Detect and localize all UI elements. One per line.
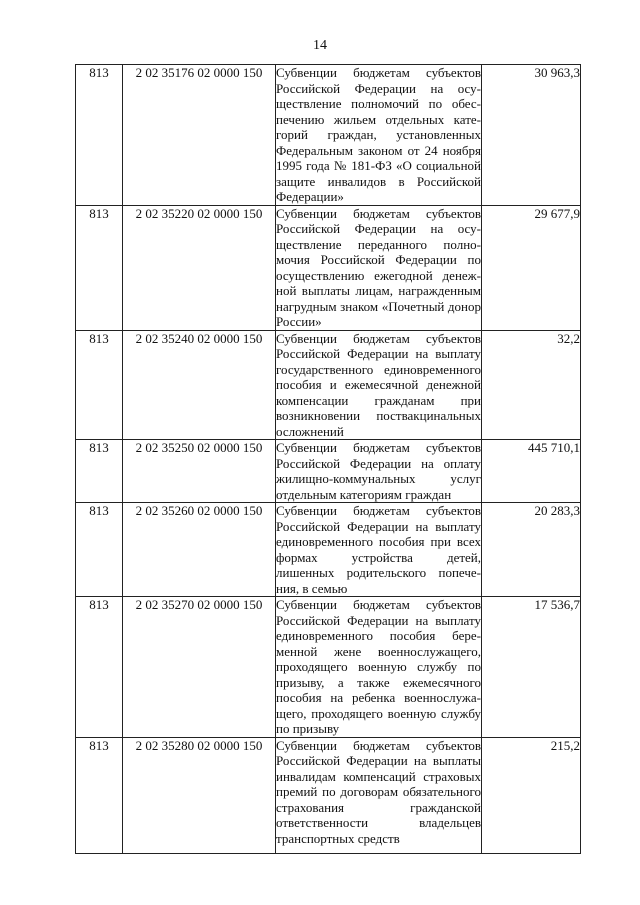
admin-code-cell: 813 <box>76 330 123 440</box>
revenue-name-cell: Субвенции бюджетам субъектов Российской Федерации на выплату единовременного пособия беременной жене военнослужащего, проходящего военную службу по призыву, а также ежемесячного пособия на ребенка военнослужащего, проходящего военную службу по призыву <box>276 597 481 736</box>
admin-code-cell: 813 <box>76 440 123 503</box>
revenue-code-cell: 2 02 35240 02 0000 150 <box>123 330 276 440</box>
revenue-code-cell: 2 02 35176 02 0000 150 <box>123 65 276 206</box>
admin-code-cell: 813 <box>76 737 123 853</box>
admin-code-cell: 813 <box>76 503 123 597</box>
amount-cell: 29 677,9 <box>482 205 581 330</box>
amount-cell: 445 710,1 <box>482 440 581 503</box>
revenue-name-cell: Субвенции бюджетам субъектов Российской Федерации на осуществление полномочий по обеспечению жильем отдельных категорий граждан, установленных Федеральным законом от 24 ноября 1995 года № 181-ФЗ «О социальной защите инвалидов в Российской Федерации» <box>276 65 481 204</box>
admin-code-cell: 813 <box>76 65 123 206</box>
budget-table <box>75 64 581 854</box>
revenue-name-cell: Субвенции бюджетам субъектов Российской Федерации на осуществление переданного полномочия Российской Федерации по осуществлению ежегодной денежной выплаты лицам, награжденным нагрудным знаком «Почетный донор России» <box>276 205 481 329</box>
page-number: 14 <box>313 38 327 53</box>
table-row <box>76 65 581 206</box>
admin-code-cell: 813 <box>76 205 123 330</box>
revenue-name-cell: Субвенции бюджетам субъектов Российской Федерации на оплату жилищно-коммунальных услуг отдельным категориям граждан <box>276 440 481 502</box>
table-row <box>76 440 581 503</box>
revenue-name-cell: Субвенции бюджетам субъектов Российской Федерации на выплату государственного единовременного пособия и ежемесячной денежной компенсации гражданам при возникновении поствакцинальных осложнений <box>276 330 481 439</box>
amount-cell: 30 963,3 <box>482 65 581 206</box>
admin-code-cell: 813 <box>76 597 123 738</box>
revenue-code-cell: 2 02 35250 02 0000 150 <box>123 440 276 503</box>
revenue-name-cell: Субвенции бюджетам субъектов Российской Федерации на выплаты инвалидам компенсаций страховых премий по договорам обязательного страхования гражданской ответственности владельцев транспортных средств <box>276 737 482 853</box>
amount-cell: 32,2 <box>482 330 581 440</box>
amount-cell: 20 283,3 <box>482 503 581 597</box>
table-row <box>76 503 581 597</box>
revenue-name-cell: Субвенции бюджетам субъектов Российской Федерации на выплату единовременного пособия при всех формах устройства детей, лишенных родительского попечения, в семью <box>276 503 481 596</box>
revenue-code-cell: 2 02 35280 02 0000 150 <box>123 737 276 853</box>
table-row <box>76 597 581 738</box>
amount-cell: 215,2 <box>482 737 581 853</box>
revenue-code-cell: 2 02 35220 02 0000 150 <box>123 205 276 330</box>
table-row <box>76 737 581 853</box>
revenue-code-cell: 2 02 35270 02 0000 150 <box>123 597 276 738</box>
table-row <box>76 330 581 440</box>
revenue-code-cell: 2 02 35260 02 0000 150 <box>123 503 276 597</box>
table-row <box>76 205 581 330</box>
amount-cell: 17 536,7 <box>482 597 581 738</box>
